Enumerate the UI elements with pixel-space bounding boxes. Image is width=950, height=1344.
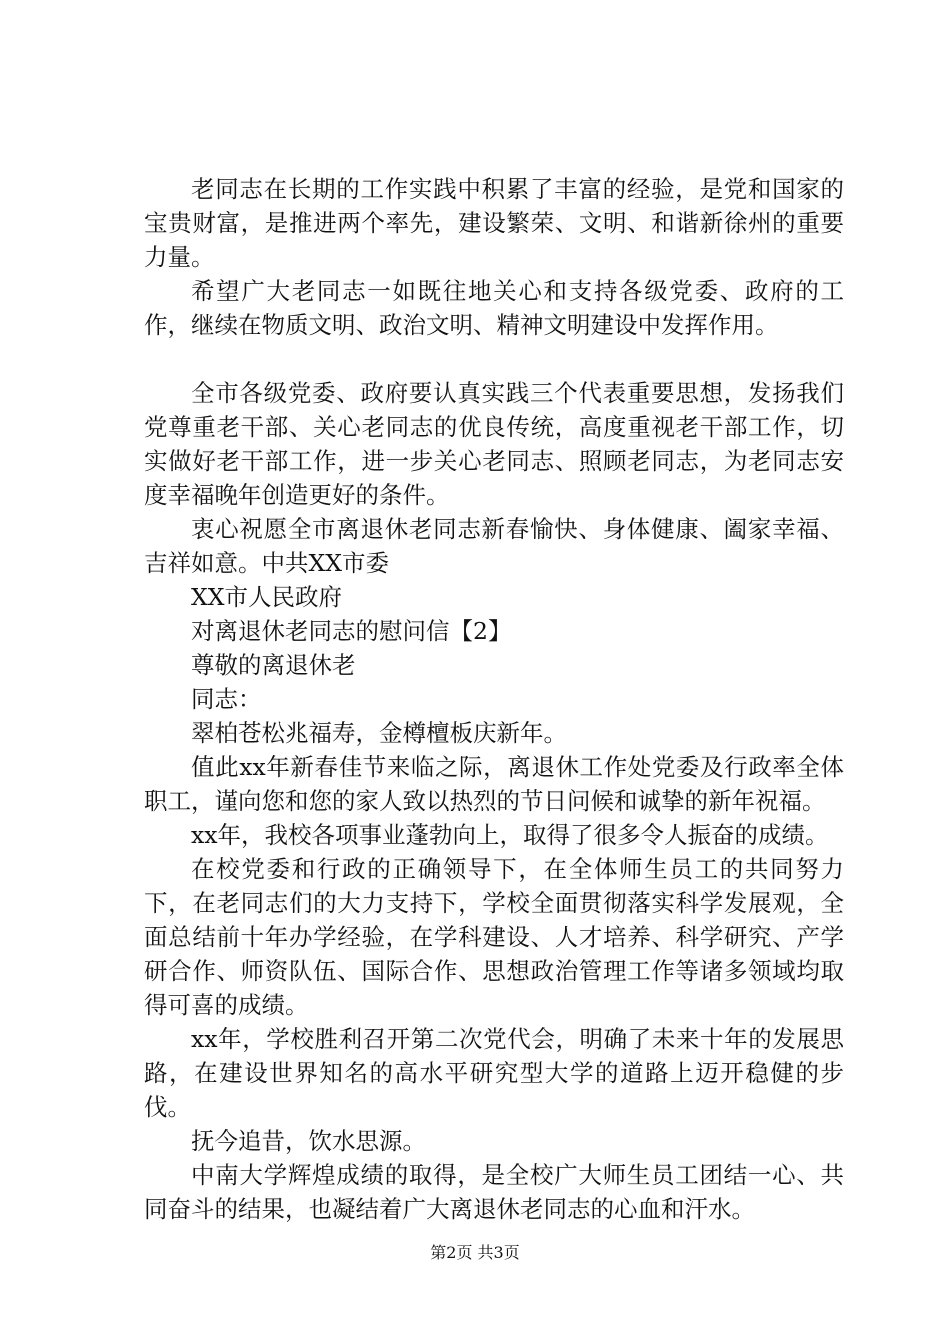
paragraph-spacer [144, 342, 844, 376]
paragraph: 在校党委和行政的正确领导下，在全体师生员工的共同努力下，在老同志们的大力支持下，学校全面贯彻落实科学发展观，全面总结前十年办学经验，在学科建设、人才培养、科学研究、产学研合作、师资队伍、国际合作、思想政治管理工作等诸多领域均取得可喜的成绩。 [144, 855, 844, 1019]
paragraph: 翠柏苍松兆福寿，金樽檀板庆新年。 [191, 719, 567, 747]
salutation: 尊敬的离退休老 [191, 651, 356, 679]
paragraph: XX市人民政府 [191, 583, 342, 611]
paragraph: 全市各级党委、政府要认真实践三个代表重要思想，发扬我们党尊重老干部、关心老同志的优良传统，高度重视老干部工作，切实做好老干部工作，进一步关心老同志、照顾老同志，为老同志安度幸福晚年创造更好的条件。 [144, 379, 844, 509]
paragraph: 衷心祝愿全市离退休老同志新春愉快、身体健康、阖家幸福、吉祥如意。中共XX市委 [144, 515, 844, 577]
paragraph: xx年，学校胜利召开第二次党代会，明确了未来十年的发展思路，在建设世界知名的高水平研究型大学的道路上迈开稳健的步伐。 [144, 1025, 844, 1121]
paragraph: xx年，我校各项事业蓬勃向上，取得了很多令人振奋的成绩。 [191, 821, 829, 849]
letter-title: 对离退休老同志的慰问信【2】 [191, 617, 512, 645]
paragraph: 值此xx年新春佳节来临之际，离退休工作处党委及行政率全体职工，谨向您和您的家人致以热烈的节日问候和诚挚的新年祝福。 [144, 753, 844, 815]
page-number-footer: 第2页 共3页 [430, 1243, 520, 1262]
paragraph: 希望广大老同志一如既往地关心和支持各级党委、政府的工作，继续在物质文明、政治文明、精神文明建设中发挥作用。 [144, 277, 844, 339]
document-body [144, 172, 844, 1226]
paragraph: 老同志在长期的工作实践中积累了丰富的经验，是党和国家的宝贵财富，是推进两个率先，建设繁荣、文明、和谐新徐州的重要力量。 [144, 175, 844, 271]
paragraph: 抚今追昔，饮水思源。 [191, 1127, 426, 1155]
paragraph: 中南大学辉煌成绩的取得，是全校广大师生员工团结一心、共同奋斗的结果，也凝结着广大离退休老同志的心血和汗水。 [144, 1161, 844, 1223]
salutation-continued: 同志： [191, 685, 262, 713]
